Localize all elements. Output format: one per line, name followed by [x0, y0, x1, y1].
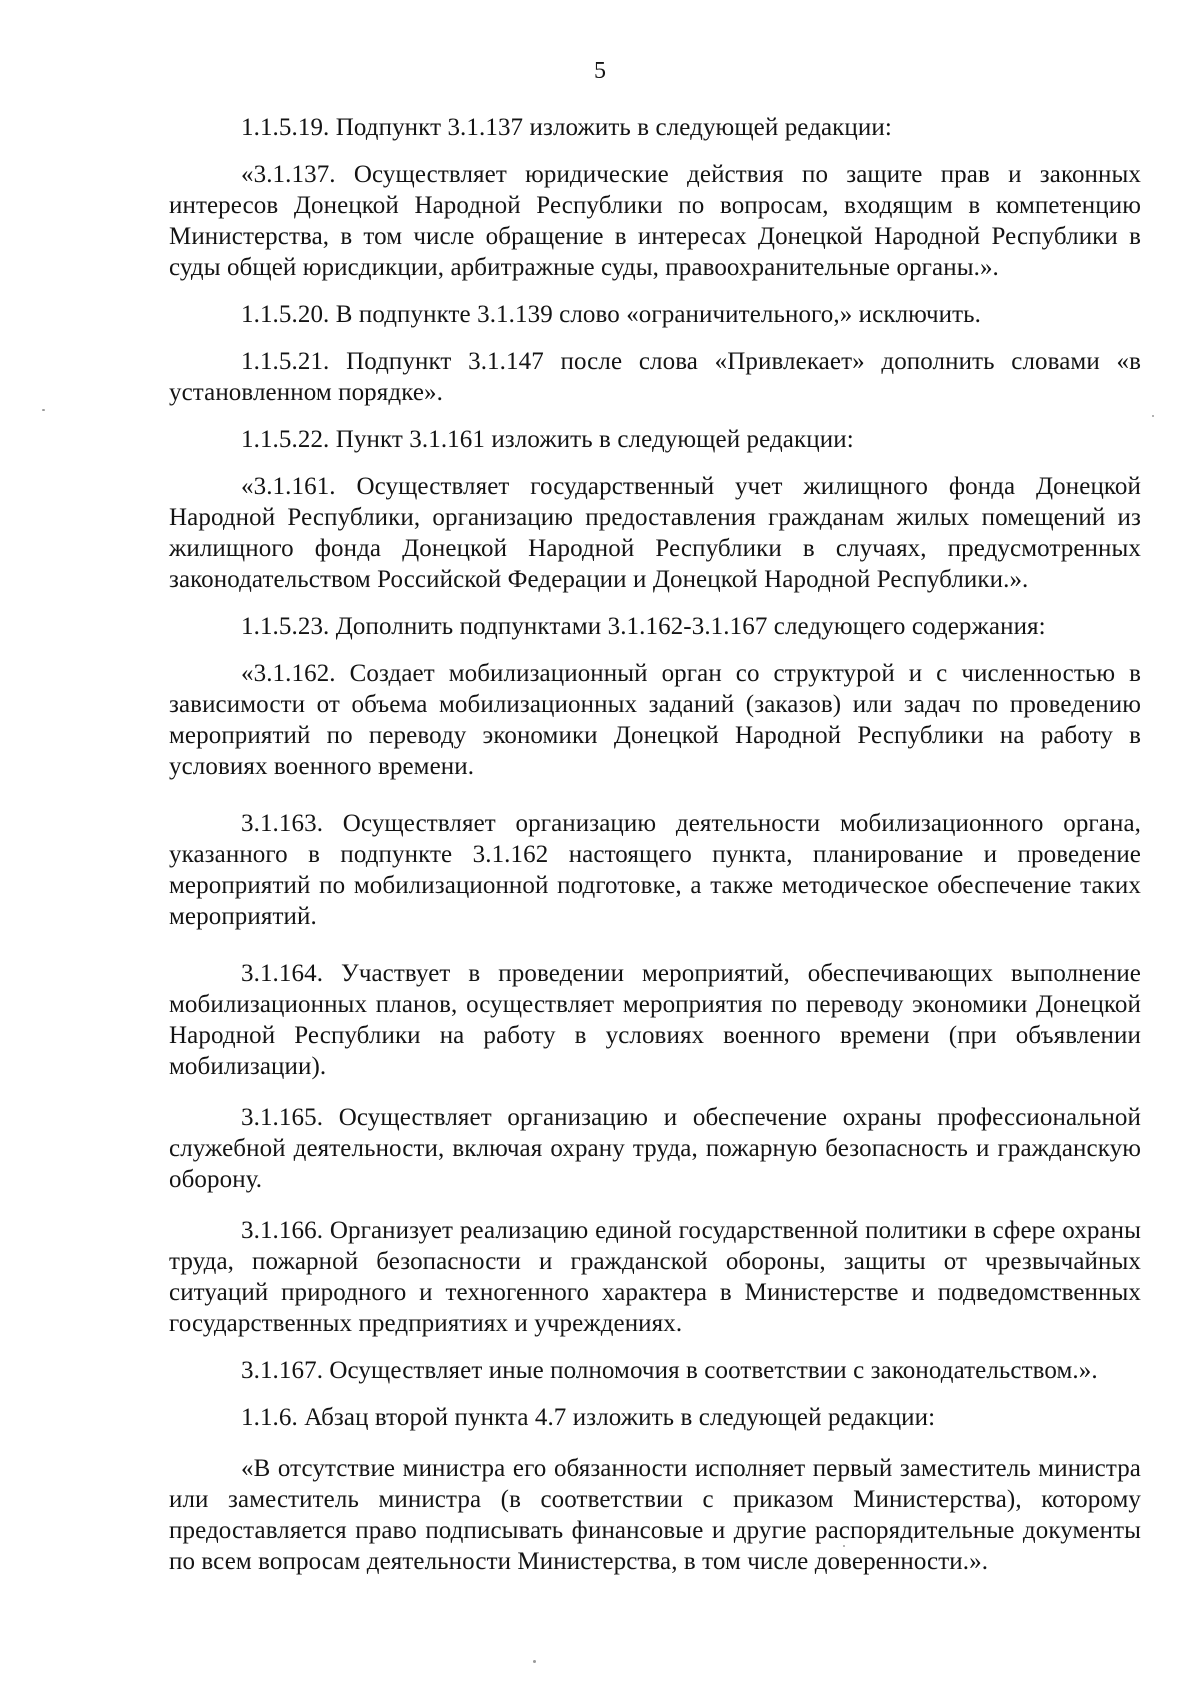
scan-speck: [1152, 415, 1154, 417]
paragraph-1-1-5-20: 1.1.5.20. В подпункте 3.1.139 слово «ограничительного,» исключить.: [241, 301, 982, 328]
paragraph-3-1-162: «3.1.162. Создает мобилизационный орган со структурой и с численностью в зависимости от объема мобилизационных заданий (заказов) или задач по проведению мероприятий по переводу экономики Донецкой Народной Республики на работу в условиях военного времени.: [169, 660, 1141, 780]
paragraph-3-1-163: 3.1.163. Осуществляет организацию деятельности мобилизационного органа, указанного в подпункте 3.1.162 настоящего пункта, планирование и проведение мероприятий по мобилизационной подготовке, а также методическое обеспечение таких мероприятий.: [169, 810, 1141, 930]
document-body: [169, 112, 1141, 1577]
paragraph-4-7-text: «В отсутствие министра его обязанности исполняет первый заместитель министра или заместитель министра (в соответствии с приказом Министерства), которому предоставляется право подписывать финансовые и другие распорядительные документы по всем вопросам деятельности Министерства, в том числе доверенности.».: [169, 1455, 1141, 1575]
paragraph-1-1-5-22: 1.1.5.22. Пункт 3.1.161 изложить в следующей редакции:: [241, 426, 854, 453]
paragraph-1-1-5-19: 1.1.5.19. Подпункт 3.1.137 изложить в следующей редакции:: [241, 114, 892, 141]
scan-speck: [533, 1660, 536, 1663]
paragraph-1-1-5-21: 1.1.5.21. Подпункт 3.1.147 после слова «Привлекает» дополнить словами «в установленном порядке».: [169, 348, 1141, 406]
page-number: 5: [594, 58, 606, 84]
scan-speck: [843, 1545, 845, 1547]
paragraph-3-1-166: 3.1.166. Организует реализацию единой государственной политики в сфере охраны труда, пожарной безопасности и гражданской обороны, защиты от чрезвычайных ситуаций природного и техногенного характера в Министерстве и подведомственных государственных предприятиях и учреждениях.: [169, 1217, 1141, 1337]
paragraph-1-1-5-23: 1.1.5.23. Дополнить подпунктами 3.1.162-3.1.167 следующего содержания:: [241, 613, 1046, 640]
paragraph-3-1-167: 3.1.167. Осуществляет иные полномочия в соответствии с законодательством.».: [241, 1357, 1098, 1384]
paragraph-3-1-164: 3.1.164. Участвует в проведении мероприятий, обеспечивающих выполнение мобилизационных планов, осуществляет мероприятия по переводу экономики Донецкой Народной Республики на работу в условиях военного времени (при объявлении мобилизации).: [169, 960, 1141, 1080]
paragraph-3-1-165: 3.1.165. Осуществляет организацию и обеспечение охраны профессиональной служебной деятельности, включая охрану труда, пожарную безопасность и гражданскую оборону.: [169, 1104, 1141, 1193]
paragraph-1-1-6: 1.1.6. Абзац второй пункта 4.7 изложить в следующей редакции:: [241, 1404, 936, 1431]
scan-speck: [42, 409, 45, 411]
paragraph-3-1-137-text: «3.1.137. Осуществляет юридические действия по защите прав и законных интересов Донецкой Народной Республики по вопросам, входящим в компетенцию Министерства, в том числе обращение в интересах Донецкой Народной Республики в суды общей юрисдикции, арбитражные суды, правоохранительные органы.».: [169, 161, 1141, 281]
paragraph-3-1-161-text: «3.1.161. Осуществляет государственный учет жилищного фонда Донецкой Народной Республики, организацию предоставления гражданам жилых помещений из жилищного фонда Донецкой Народной Республики в случаях, предусмотренных законодательством Российской Федерации и Донецкой Народной Республики.».: [169, 473, 1141, 593]
